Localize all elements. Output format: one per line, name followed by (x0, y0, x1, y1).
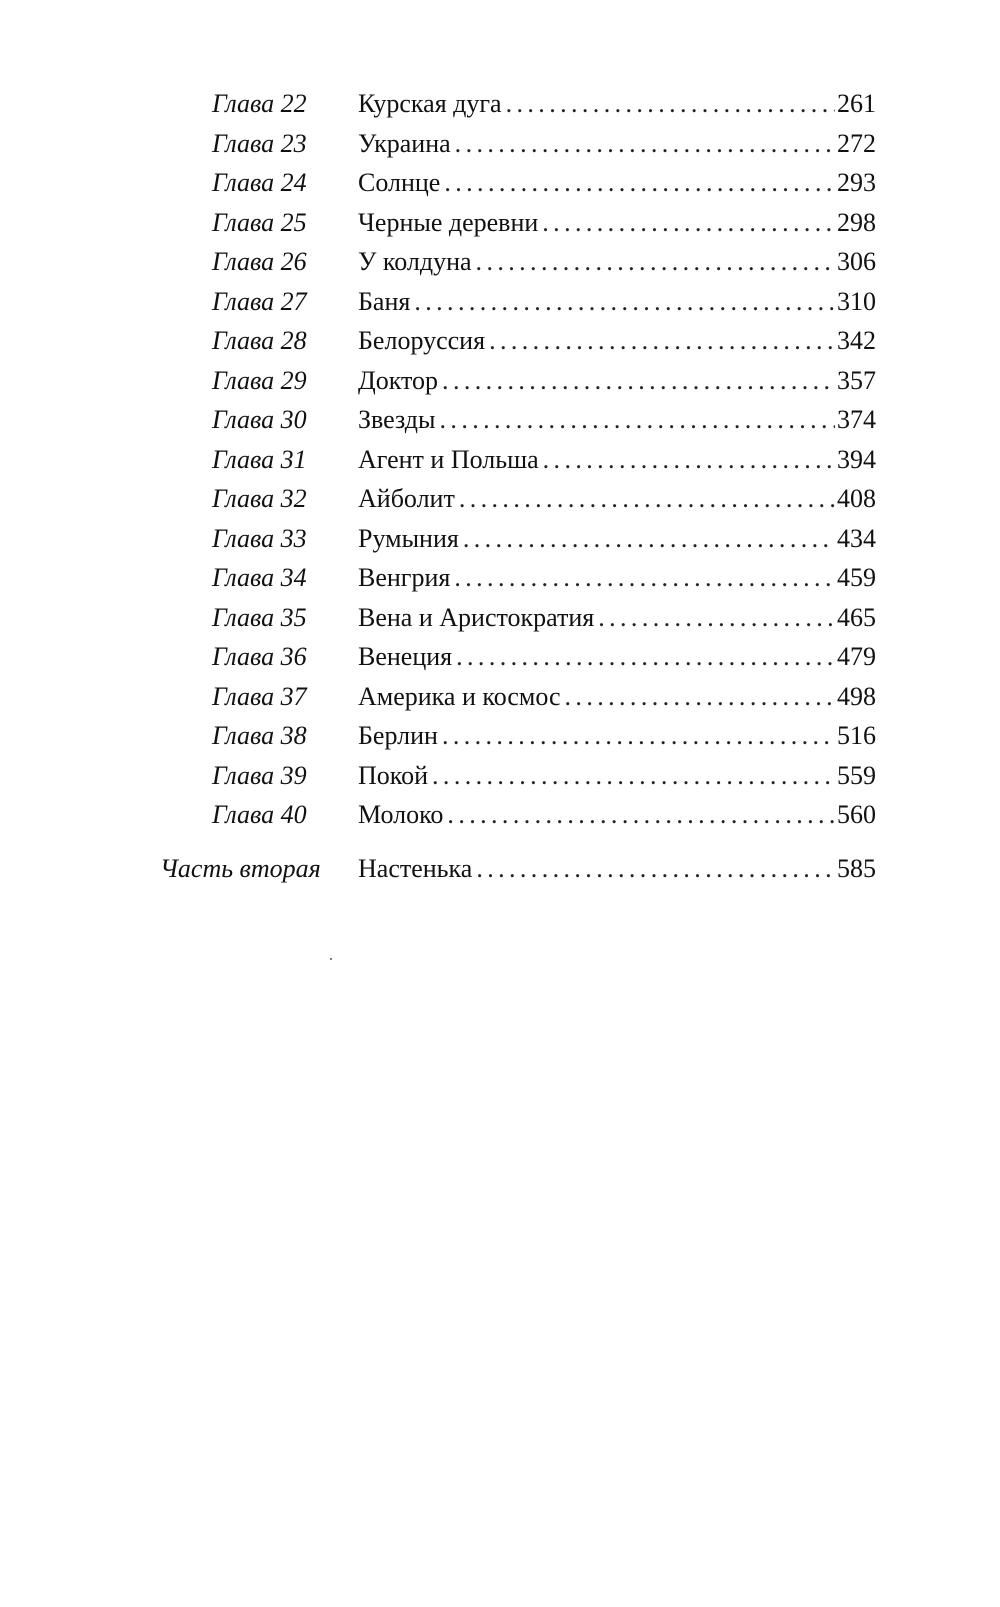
page-number: 516 (837, 721, 876, 750)
toc-entry (358, 519, 876, 559)
page-number: 261 (837, 89, 876, 118)
chapter-title: Баня (358, 286, 411, 316)
dot-leader (463, 519, 835, 559)
page-number: 498 (837, 681, 876, 711)
dot-leader (447, 795, 835, 835)
chapter-title: У колдуна (358, 247, 472, 276)
chapter-label: Глава 40 (212, 800, 307, 829)
chapter-label: Глава 25 (212, 207, 307, 237)
toc-chapter-row (160, 400, 876, 440)
chapter-title: Айболит (358, 484, 455, 513)
chapter-title: Покой (358, 760, 429, 790)
toc-entry (358, 479, 876, 519)
toc-chapter-row (160, 756, 876, 796)
toc-part-row (160, 849, 876, 889)
dot-leader (444, 163, 835, 203)
chapter-title: Берлин (358, 721, 438, 750)
chapter-title: Солнце (358, 168, 441, 197)
part-title: Настенька (358, 853, 473, 883)
chapter-title: Доктор (358, 365, 439, 395)
dot-leader (565, 677, 835, 717)
chapter-label: Глава 34 (212, 563, 307, 592)
page-number: 559 (837, 760, 876, 790)
chapter-label: Глава 29 (212, 365, 307, 395)
chapter-title: Курская дуга (358, 89, 502, 118)
chapter-label: Глава 33 (212, 523, 307, 553)
dot-leader (459, 479, 835, 519)
page-number: 465 (837, 602, 876, 632)
chapter-title: Черные деревни (358, 207, 539, 237)
chapter-label: Глава 26 (212, 247, 307, 276)
toc-chapter-row (160, 282, 876, 322)
chapter-label: Глава 22 (212, 89, 307, 118)
chapter-title: Молоко (358, 800, 444, 829)
dot-leader (476, 849, 835, 889)
toc-chapter-row (160, 598, 876, 638)
chapter-title: Агент и Польша (358, 444, 539, 474)
chapter-label: Глава 39 (212, 760, 307, 790)
toc-entry (358, 282, 876, 322)
chapter-title: Венгрия (358, 563, 451, 592)
page-number: 310 (837, 286, 876, 316)
page-number: 293 (837, 168, 876, 197)
toc-chapter-row (160, 242, 876, 282)
chapter-label: Глава 32 (212, 484, 307, 513)
toc-entry (358, 558, 876, 598)
dot-leader (456, 637, 835, 677)
page-number: 459 (837, 563, 876, 592)
toc-entry (358, 756, 876, 796)
toc-entry (358, 84, 876, 124)
toc-entry (358, 400, 876, 440)
chapter-label: Глава 30 (212, 405, 307, 434)
dot-leader (476, 242, 835, 282)
chapter-label: Глава 28 (212, 326, 307, 355)
toc-entry (358, 163, 876, 203)
toc-chapter-row (160, 84, 876, 124)
chapter-title: Украина (358, 128, 451, 158)
chapter-label: Глава 27 (212, 286, 307, 316)
dot-leader (440, 400, 835, 440)
toc-entry (358, 598, 876, 638)
toc-chapter-row (160, 558, 876, 598)
dot-leader (442, 361, 835, 401)
toc-chapter-row (160, 361, 876, 401)
chapter-label: Глава 31 (212, 444, 307, 474)
toc-chapter-row (160, 203, 876, 243)
chapter-title: Звезды (358, 405, 436, 434)
toc-chapter-row (160, 440, 876, 480)
page-number: 408 (837, 484, 876, 513)
page-number: 434 (837, 523, 876, 553)
toc-chapter-row (160, 716, 876, 756)
dot-leader (454, 558, 835, 598)
page-number: 357 (837, 365, 876, 395)
chapter-title: Вена и Аристократия (358, 602, 595, 632)
page-number: 342 (837, 326, 876, 355)
dot-leader (489, 321, 835, 361)
table-of-contents (160, 84, 876, 888)
chapter-label: Глава 38 (212, 721, 307, 750)
chapter-title: Венеция (358, 642, 453, 671)
toc-chapter-row (160, 479, 876, 519)
dot-leader (414, 282, 835, 322)
chapter-label: Глава 36 (212, 642, 307, 671)
toc-chapter-row (160, 795, 876, 835)
toc-entry (358, 716, 876, 756)
toc-chapter-row (160, 637, 876, 677)
toc-chapter-row (160, 321, 876, 361)
page-number: 306 (837, 247, 876, 276)
chapter-label: Глава 37 (212, 681, 307, 711)
toc-entry (358, 795, 876, 835)
dot-leader (542, 203, 835, 243)
dot-leader (432, 756, 835, 796)
page-number: 272 (837, 128, 876, 158)
toc-entry (358, 677, 876, 717)
page-number: 479 (837, 642, 876, 671)
toc-entry (358, 849, 876, 889)
chapter-title: Америка и космос (358, 681, 561, 711)
toc-chapter-row (160, 163, 876, 203)
toc-entry (358, 361, 876, 401)
toc-chapter-row (160, 677, 876, 717)
toc-entry (358, 124, 876, 164)
dot-leader (442, 716, 835, 756)
toc-entry (358, 440, 876, 480)
toc-chapter-row (160, 519, 876, 559)
dot-leader (455, 124, 835, 164)
chapter-title: Белоруссия (358, 326, 486, 355)
page-number: 298 (837, 207, 876, 237)
toc-entry (358, 203, 876, 243)
toc-entry (358, 321, 876, 361)
part-label: Часть вторая (160, 853, 321, 883)
page-number: 585 (837, 853, 876, 883)
print-speck (330, 958, 332, 960)
page-number: 394 (837, 444, 876, 474)
dot-leader (543, 440, 835, 480)
toc-entry (358, 637, 876, 677)
chapter-title: Румыния (358, 523, 459, 553)
chapter-label: Глава 23 (212, 128, 307, 158)
toc-entry (358, 242, 876, 282)
dot-leader (506, 84, 835, 124)
page-number: 374 (837, 405, 876, 434)
chapter-label: Глава 35 (212, 602, 307, 632)
page-number: 560 (837, 800, 876, 829)
chapter-label: Глава 24 (212, 168, 307, 197)
toc-chapter-row (160, 124, 876, 164)
dot-leader (598, 598, 835, 638)
